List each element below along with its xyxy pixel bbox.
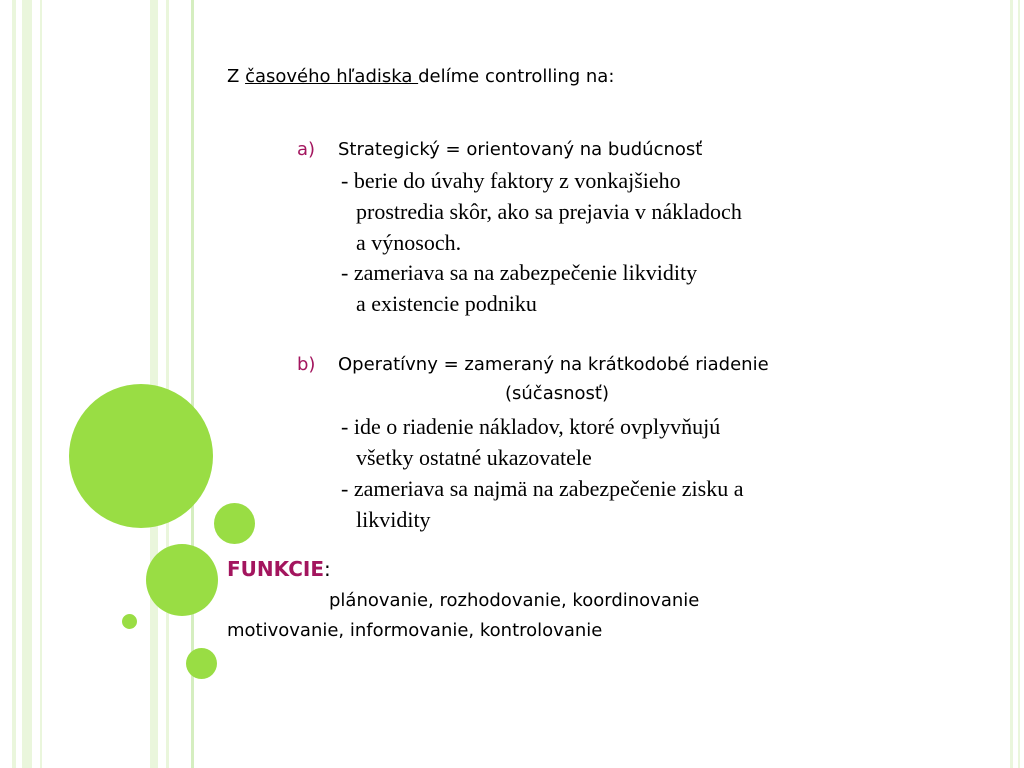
decor-stripe [40, 0, 42, 768]
funkcie-line-1: plánovanie, rozhodovanie, koordinovanie [329, 590, 700, 611]
decor-circle-medium [146, 544, 218, 616]
item-b-marker: b) [297, 354, 316, 375]
item-a-line-1: - berie do úvahy faktory z vonkajšieho [341, 168, 681, 193]
item-b-line-2: všetky ostatné ukazovatele [356, 445, 592, 470]
decor-circle [214, 503, 255, 544]
item-a-line-4: - zameriava sa na zabezpečenie likvidity [341, 260, 698, 285]
heading-prefix: Z [227, 66, 246, 87]
heading-suffix: delíme controlling na: [418, 66, 615, 87]
decor-circle-large [69, 384, 213, 528]
item-b-title-cont: (súčasnosť) [505, 383, 609, 404]
item-a-line-3: a výnosoch. [356, 230, 462, 255]
decor-stripe [12, 0, 16, 768]
decor-circle-small [122, 614, 137, 629]
funkcie-heading [227, 557, 331, 581]
decor-stripe [166, 0, 169, 768]
decor-stripe [1018, 0, 1020, 768]
item-a-marker: a) [297, 139, 316, 160]
funkcie-colon: : [324, 557, 331, 581]
item-a-line-2: prostredia skôr, ako sa prejavia v nákladoch [356, 199, 742, 224]
funkcie-label: FUNKCIE [227, 557, 325, 581]
item-b-line-4: likvidity [356, 507, 431, 532]
item-b-title: Operatívny = zameraný na krátkodobé riadenie [338, 354, 769, 375]
item-b-line-3: - zameriava sa najmä na zabezpečenie zisku a [341, 476, 744, 501]
funkcie-line-2: motivovanie, informovanie, kontrolovanie [227, 620, 603, 641]
decor-stripe [1010, 0, 1013, 768]
item-a-line-5: a existencie podniku [356, 291, 537, 316]
item-b-line-1: - ide o riadenie nákladov, ktoré ovplyvňujú [341, 414, 721, 439]
heading-underlined: časového hľadiska [245, 66, 419, 87]
item-a-title: Strategický = orientovaný na budúcnosť [338, 139, 703, 160]
decor-circle [186, 648, 217, 679]
slide-heading [227, 66, 614, 87]
decor-stripe [22, 0, 32, 768]
